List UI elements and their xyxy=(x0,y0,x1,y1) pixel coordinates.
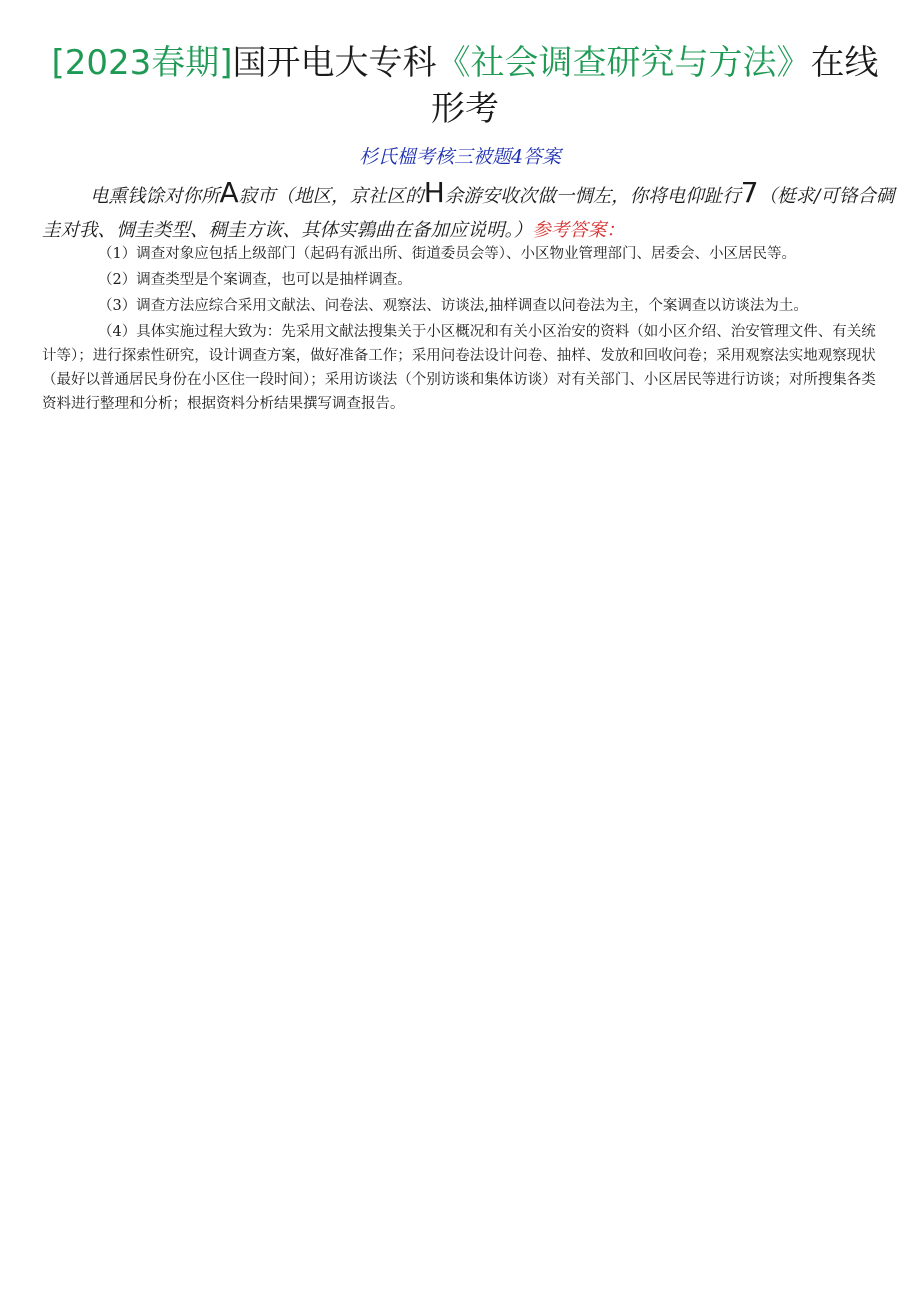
question-part-4: （梃求/可铬合碉圭对我、惆圭类型、稠圭方诙、其体实鶉曲在备加应说明。） xyxy=(42,186,895,241)
answer-item-2: （2）调查类型是个案调查，也可以是抽样调查。 xyxy=(98,272,412,288)
question-big-number: 7 xyxy=(740,176,759,209)
question-big-letter-1: A xyxy=(219,176,239,209)
answer-item-3: （3）调查方法应综合采用文献法、问卷法、观察法、访谈法,抽样调查以问卷法为主，个案调查以访谈法为土。 xyxy=(98,298,808,314)
question-text xyxy=(42,176,902,248)
title-course-name: 《社会调查研究与方法》 xyxy=(436,43,811,83)
answer-item-1: （1）调查对象应包括上级部门（起码有派出所、街道委员会等）、小区物业管理部门、居委会、小区居民等。 xyxy=(98,246,796,262)
answer-item-4: （4）具体实施过程大致为：先采用文献法搜集关于小区概况和有关小区治安的资料（如小区介绍、治安管理文件、有关统计等）；进行探索性研究，设计调查方案，做好准备工作；采用问卷法设计问卷、抽样、发放和回收问卷；采用观察法实地观察现状（最好以普通居民身份在小区住一段时间）；采用访谈法（个别访谈和集体访谈）对有关部门、小区居民等进行访谈；对所搜集各类资料进行整理和分析；根据资料分析结果撰写调查报告。 xyxy=(42,324,876,412)
title-semester-tag: [2023春期] xyxy=(51,43,233,83)
title-main: 国开电大专科 xyxy=(232,43,437,83)
question-big-letter-2: H xyxy=(423,176,445,209)
reference-answer-label: 参考答案： xyxy=(532,220,625,241)
question-part-1: 电熏钱馀对你所 xyxy=(90,186,220,207)
title-end: 在线形考 xyxy=(431,43,879,129)
question-part-2: 寂市（地区，京社区的 xyxy=(238,186,424,207)
question-part-3: 余游安收次做一惆左，你将电仰趾行 xyxy=(444,186,741,207)
document-title xyxy=(40,40,890,132)
answer-list xyxy=(42,242,880,418)
document-subtitle: 杉氏榲考核三被题4答案 xyxy=(358,146,562,168)
